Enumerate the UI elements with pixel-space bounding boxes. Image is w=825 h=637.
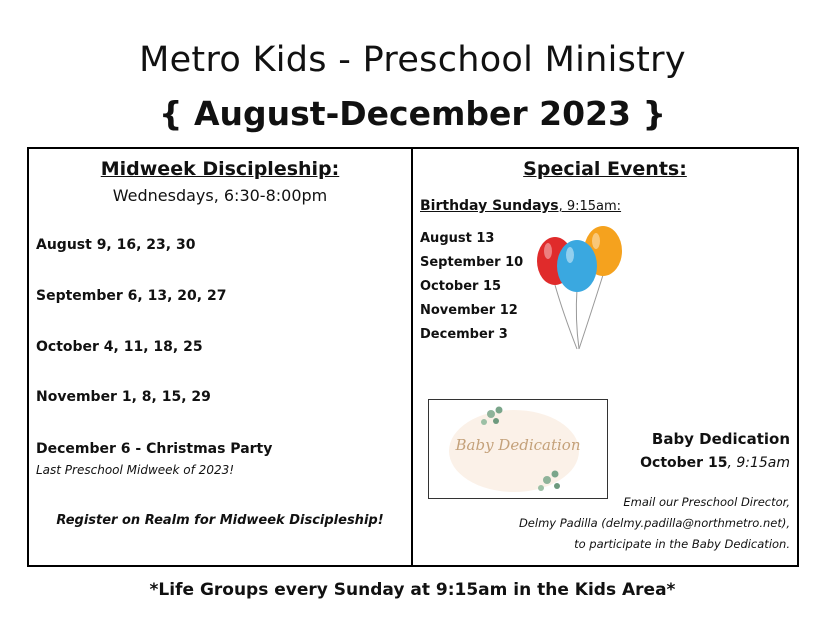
baby-dedication-title: Baby Dedication [651, 430, 790, 448]
director-contact [519, 492, 790, 555]
birthday-sundays-label: Birthday Sundays [420, 198, 559, 214]
birthday-sundays-heading [420, 198, 621, 214]
midweek-dates-october: October 4, 11, 18, 25 [36, 339, 203, 355]
contact-line: Email our Preschool Director, [623, 495, 790, 509]
list-item: October 15 [420, 279, 502, 294]
midweek-heading: Midweek Discipleship: [100, 158, 340, 180]
baby-dedication-time: , 9:15am [727, 455, 790, 471]
life-groups-footer: *Life Groups every Sunday at 9:15am in the Kids Area* [149, 580, 676, 600]
midweek-schedule: Wednesdays, 6:30-8:00pm [112, 186, 328, 205]
special-events-heading: Special Events: [523, 158, 687, 180]
date-range-subtitle: { August-December 2023 } [159, 94, 666, 133]
midweek-dates-august: August 9, 16, 23, 30 [36, 237, 196, 253]
baby-dedication-image [428, 399, 608, 499]
list-item: September 10 [420, 255, 524, 270]
birthday-sundays-time: , 9:15am: [558, 199, 622, 214]
baby-dedication-image-label: Baby Dedication [455, 436, 581, 454]
midweek-dates-november: November 1, 8, 15, 29 [36, 389, 211, 405]
register-note: Register on Realm for Midweek Discipleship! [56, 513, 384, 528]
last-midweek-note: Last Preschool Midweek of 2023! [36, 463, 235, 477]
baby-dedication-date-line [640, 455, 790, 471]
contact-line: Delmy Padilla (delmy.padilla@northmetro.net), [518, 516, 790, 530]
balloons-icon [533, 223, 633, 355]
list-item: August 13 [420, 231, 495, 246]
midweek-dates-september: September 6, 13, 20, 27 [36, 288, 227, 304]
contact-line: to participate in the Baby Dedication. [574, 537, 790, 551]
birthday-dates-list [420, 229, 523, 349]
baby-dedication-date: October 15 [640, 455, 728, 471]
special-events-panel [411, 147, 799, 567]
list-item: December 3 [420, 327, 508, 342]
midweek-panel [27, 147, 413, 567]
page-title: Metro Kids - Preschool Ministry [139, 40, 686, 80]
list-item: November 12 [420, 303, 518, 318]
midweek-dates-december: December 6 - Christmas Party [36, 441, 273, 457]
